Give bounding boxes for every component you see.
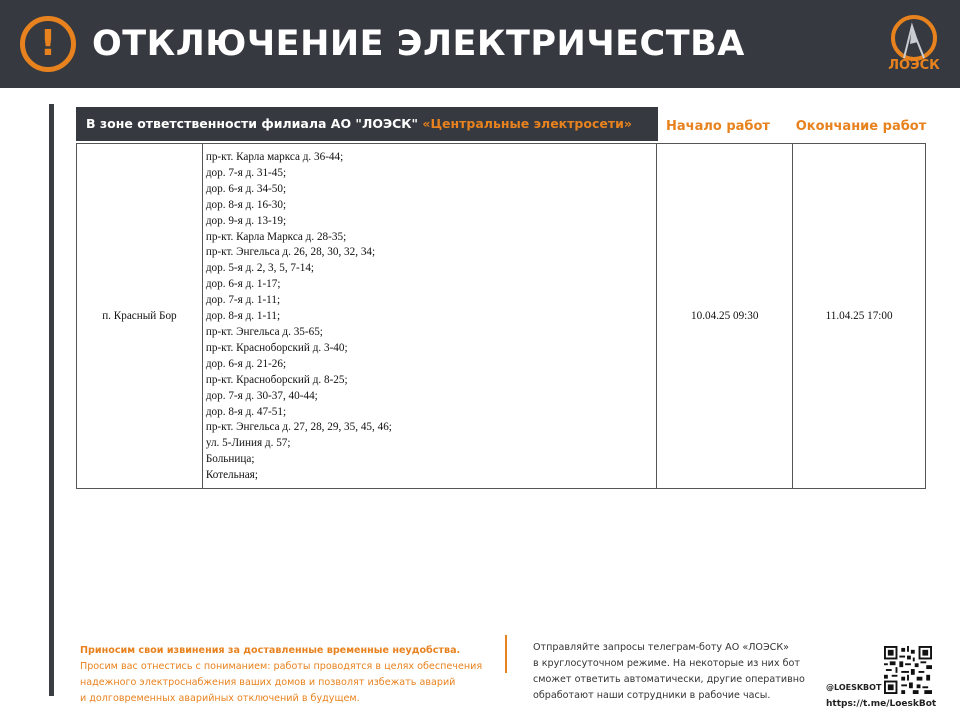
bot-link[interactable]: https://t.me/LoeskBot <box>826 699 937 709</box>
outage-table <box>76 143 926 489</box>
address-line: пр-кт. Карла маркса д. 36-44; <box>205 151 344 163</box>
apology-title: Приносим свои извинения за доставленные временные неудобства. <box>80 645 461 656</box>
bot-line: обработают наши сотрудники в рабочие часы. <box>533 690 771 701</box>
logo-text: ЛОЭСК <box>888 58 940 73</box>
bot-handle: @LOESKBOT <box>826 683 882 692</box>
column-header-start: Начало работ <box>666 119 770 134</box>
address-line: пр-кт. Красноборский д. 3-40; <box>205 341 348 354</box>
address-line: пр-кт. Карла Маркса д. 28-35; <box>205 230 347 243</box>
zone-branch: «Центральные электросети» <box>422 116 632 131</box>
bot-info-block <box>533 640 823 704</box>
address-line: Больница; <box>205 453 255 466</box>
address-line: пр-кт. Энгельса д. 26, 28, 30, 32, 34; <box>205 246 376 259</box>
apology-line: надежного электроснабжения ваших домов и позволят избежать аварий <box>80 677 456 688</box>
table-row <box>77 144 926 489</box>
address-line: дор. 6-я д. 1-17; <box>205 278 281 291</box>
address-line: дор. 6-я д. 21-26; <box>205 357 287 370</box>
address-line: дор. 8-я д. 16-30; <box>205 198 287 211</box>
address-line: дор. 5-я д. 2, 3, 5, 7-14; <box>205 262 315 275</box>
loesk-logo <box>882 14 946 78</box>
address-line: пр-кт. Энгельса д. 35-65; <box>205 325 323 338</box>
page-title: ОТКЛЮЧЕНИЕ ЭЛЕКТРИЧЕСТВА <box>92 24 745 64</box>
end-time-cell: 11.04.25 17:00 <box>793 144 926 489</box>
qr-code-icon[interactable] <box>884 646 932 694</box>
apology-block <box>80 643 500 707</box>
left-accent-bar <box>49 104 54 696</box>
address-line: Котельная; <box>205 469 258 482</box>
address-line: ул. 5-Линия д. 57; <box>205 437 291 450</box>
zone-prefix: В зоне ответственности филиала АО "ЛОЭСК" <box>86 116 423 131</box>
zone-header <box>76 107 658 141</box>
address-line: дор. 7-я д. 31-45; <box>205 166 287 179</box>
address-line: дор. 8-я д. 47-51; <box>205 405 287 418</box>
address-line: дор. 7-я д. 30-37, 40-44; <box>205 389 318 402</box>
bot-line: Отправляйте запросы телеграм-боту АО «ЛОЭСК» <box>533 642 790 653</box>
address-line: дор. 6-я д. 34-50; <box>205 182 287 195</box>
address-line: пр-кт. Красноборский д. 8-25; <box>205 373 348 386</box>
exclamation-circle-icon <box>20 16 76 72</box>
bot-line: в круглосуточном режиме. На некоторые из них бот <box>533 658 800 669</box>
address-line: дор. 9-я д. 13-19; <box>205 214 287 227</box>
address-line: пр-кт. Энгельса д. 27, 28, 29, 35, 45, 46; <box>205 421 392 434</box>
header-bar <box>0 0 960 88</box>
address-line: дор. 7-я д. 1-11; <box>205 294 281 307</box>
column-header-end: Окончание работ <box>795 119 927 134</box>
addresses-cell <box>202 144 657 489</box>
bot-line: сможет ответить автоматически, другие оперативно <box>533 674 805 685</box>
location-cell: п. Красный Бор <box>77 144 203 489</box>
apology-line: Просим вас отнестись с пониманием: работы проводятся в целях обеспечения <box>80 661 483 672</box>
address-line: дор. 8-я д. 1-11; <box>205 310 281 323</box>
footer-divider <box>505 635 507 673</box>
apology-line: и долговременных аварийных отключений в будущем. <box>80 693 360 704</box>
start-time-cell: 10.04.25 09:30 <box>657 144 793 489</box>
exclamation-glyph: ! <box>39 23 57 64</box>
